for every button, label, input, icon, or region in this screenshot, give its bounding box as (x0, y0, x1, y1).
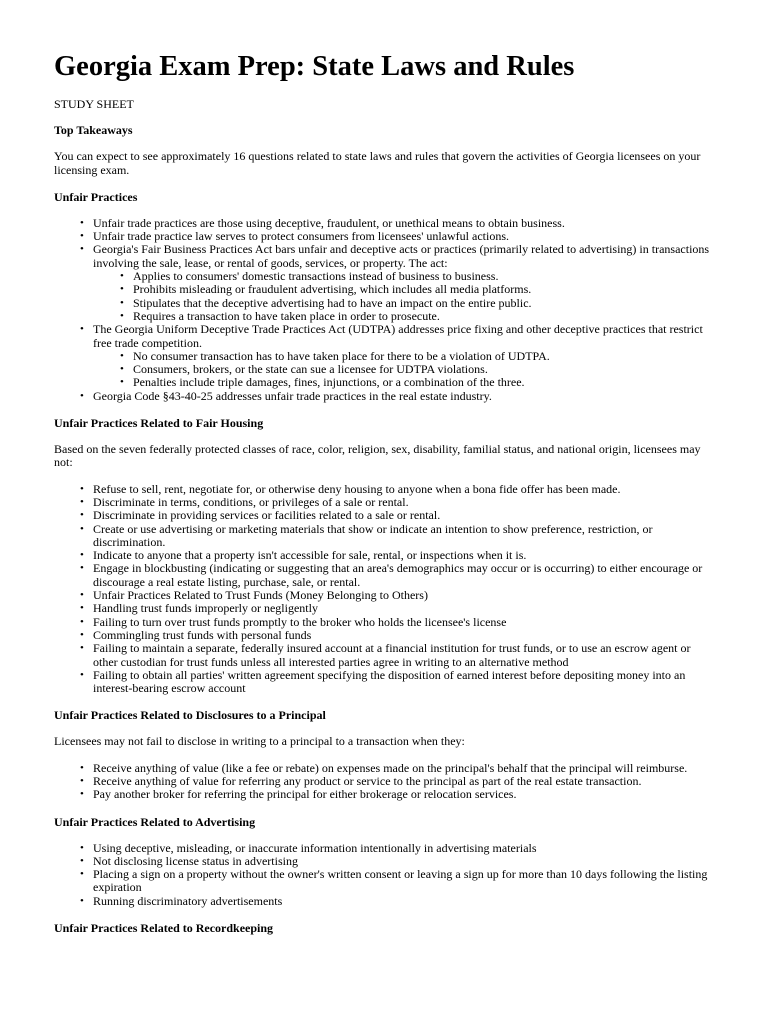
section-heading-unfair-practices: Unfair Practices (54, 189, 138, 204)
bullet-icon: • (80, 774, 84, 787)
list-item (80, 588, 712, 603)
bullet-icon: • (120, 349, 124, 362)
section-heading-advertising: Unfair Practices Related to Advertising (54, 814, 256, 829)
bullet-icon: • (120, 363, 124, 376)
list-item (80, 215, 712, 230)
sublist-item-text: Consumers, brokers, or the state can sue a licensee for UDTPA violations. (133, 362, 488, 377)
list-item-text: Unfair trade practices are those using deceptive, fraudulent, or unethical means to obtain business. (93, 215, 565, 230)
udtpa-sublist (93, 350, 712, 390)
list-item-text: Georgia Code §43-40-25 addresses unfair trade practices in the real estate industry. (93, 388, 492, 403)
list-item-text: Failing to maintain a separate, federally insured account at a financial institution for trust funds, or to use an escrow agent or other custodian for trust funds unless all interested parties agree in writing to an alternative method (93, 641, 691, 669)
fbpa-sublist (93, 270, 712, 323)
list-item (80, 481, 712, 496)
list-item (80, 494, 712, 509)
bullet-icon: • (80, 562, 84, 575)
list-item (80, 322, 712, 390)
fair-housing-intro: Based on the seven federally protected classes of race, color, religion, sex, disability, familial status, and national origin, licensees may not: (54, 442, 701, 470)
bullet-icon: • (80, 615, 84, 628)
list-item-text: Receive anything of value for referring any product or service to the principal as part of the real estate transaction. (93, 773, 642, 788)
list-item-text: Discriminate in providing services or facilities related to a sale or rental. (93, 508, 441, 523)
list-item (80, 787, 712, 802)
bullet-icon: • (80, 323, 84, 336)
list-item (80, 242, 712, 323)
fair-housing-list (54, 483, 712, 696)
bullet-icon: • (80, 602, 84, 615)
sublist-item (120, 295, 712, 310)
bullet-icon: • (80, 868, 84, 881)
bullet-icon: • (80, 788, 84, 801)
bullet-icon: • (120, 296, 124, 309)
list-item (80, 614, 712, 629)
list-item (80, 627, 712, 642)
list-item-text: Placing a sign on a property without the owner's written consent or leaving a sign up for more than 10 days following the listing expiration (93, 867, 708, 895)
sublist-item (120, 362, 712, 377)
section-heading-disclosures: Unfair Practices Related to Disclosures to a Principal (54, 708, 326, 723)
bullet-icon: • (80, 628, 84, 641)
list-item-text: Create or use advertising or marketing materials that show or indicate an intention to show preference, restriction, or discrimination. (93, 521, 653, 549)
bullet-icon: • (80, 509, 84, 522)
list-item-text: The Georgia Uniform Deceptive Trade Practices Act (UDTPA) addresses price fixing and other deceptive practices that restrict free trade competition. (93, 322, 703, 350)
list-item (80, 641, 712, 669)
bullet-icon: • (80, 216, 84, 229)
bullet-icon: • (120, 309, 124, 322)
list-item-text: Georgia's Fair Business Practices Act bars unfair and deceptive acts or practices (primarily related to advertising) in transactions involving the sale, lease, or rental of goods, services, or property. The act: (93, 242, 710, 270)
bullet-icon: • (80, 243, 84, 256)
list-item-text: Failing to turn over trust funds promptly to the broker who holds the licensee's license (93, 614, 507, 629)
list-item-text: Commingling trust funds with personal funds (93, 627, 312, 642)
bullet-icon: • (120, 270, 124, 283)
bullet-icon: • (80, 522, 84, 535)
bullet-icon: • (80, 668, 84, 681)
section-heading-top-takeaways: Top Takeaways (54, 123, 133, 138)
list-item (80, 760, 712, 775)
list-item-text: Not disclosing license status in advertising (93, 853, 298, 868)
list-item-text: Pay another broker for referring the principal for either brokerage or relocation services. (93, 787, 517, 802)
bullet-icon: • (80, 549, 84, 562)
list-item-text: Handling trust funds improperly or negligently (93, 601, 318, 616)
list-item-text: Refuse to sell, rent, negotiate for, or otherwise deny housing to anyone when a bona fide offer has been made. (93, 481, 621, 496)
list-item (80, 508, 712, 523)
list-item (80, 867, 712, 895)
section-heading-recordkeeping: Unfair Practices Related to Recordkeeping (54, 921, 274, 936)
bullet-icon: • (120, 283, 124, 296)
sublist-item (120, 282, 712, 297)
list-item (80, 840, 712, 855)
sublist-item-text: Requires a transaction to have taken place in order to prosecute. (133, 308, 440, 323)
list-item-text: Using deceptive, misleading, or inaccurate information intentionally in advertising materials (93, 840, 537, 855)
sublist-item (120, 269, 712, 284)
list-item-text: Failing to obtain all parties' written agreement specifying the disposition of earned interest before depositing money into an interest-bearing escrow account (93, 667, 686, 696)
list-item-text: Receive anything of value (like a fee or rebate) on expenses made on the principal's behalf that the principal will reimburse. (93, 760, 688, 775)
bullet-icon: • (80, 495, 84, 508)
sublist-item (120, 308, 712, 323)
list-item (80, 893, 712, 908)
list-item-text: Engage in blockbusting (indicating or suggesting that an area's demographics may occur or is occurring) to either encourage or discourage a real estate listing, purchase, sale, or rental. (93, 561, 703, 589)
list-item (80, 601, 712, 616)
list-item (80, 773, 712, 788)
sublist-item-text: Stipulates that the deceptive advertising had to have an impact on the entire public. (133, 295, 532, 310)
list-item-text: Unfair trade practice law serves to protect consumers from licensees' unlawful actions. (93, 229, 510, 244)
bullet-icon: • (80, 482, 84, 495)
sublist-item-text: Applies to consumers' domestic transactions instead of business to business. (133, 269, 499, 284)
list-item (80, 667, 712, 696)
list-item-text: Discriminate in terms, conditions, or privileges of a sale or rental. (93, 494, 409, 509)
top-takeaways-text: You can expect to see approximately 16 questions related to state laws and rules that govern the activities of Georgia licensees on your licensing exam. (54, 149, 701, 177)
list-item-text: Running discriminatory advertisements (93, 893, 283, 908)
section-heading-fair-housing: Unfair Practices Related to Fair Housing (54, 416, 264, 431)
unfair-practices-list (54, 217, 712, 403)
list-item (80, 229, 712, 244)
sublist-item (120, 375, 712, 390)
bullet-icon: • (80, 854, 84, 867)
list-item (80, 853, 712, 868)
sublist-item-text: Penalties include triple damages, fines, injunctions, or a combination of the three. (133, 375, 525, 390)
list-item (80, 388, 712, 403)
list-item (80, 521, 712, 550)
bullet-icon: • (120, 376, 124, 389)
list-item-text: Unfair Practices Related to Trust Funds (Money Belonging to Others) (93, 588, 428, 603)
bullet-icon: • (80, 389, 84, 402)
advertising-list (54, 842, 712, 908)
page-subtitle: STUDY SHEET (54, 97, 134, 111)
sublist-item-text: No consumer transaction has to have taken place for there to be a violation of UDTPA. (133, 348, 550, 363)
list-item (80, 548, 712, 563)
list-item (80, 561, 712, 589)
bullet-icon: • (80, 589, 84, 602)
bullet-icon: • (80, 894, 84, 907)
bullet-icon: • (80, 230, 84, 243)
sublist-item (120, 348, 712, 363)
bullet-icon: • (80, 642, 84, 655)
list-item-text: Indicate to anyone that a property isn't accessible for sale, rental, or inspections when it is. (93, 548, 527, 563)
disclosures-list (54, 762, 712, 802)
page-title: Georgia Exam Prep: State Laws and Rules (54, 51, 575, 82)
bullet-icon: • (80, 841, 84, 854)
sublist-item-text: Prohibits misleading or fraudulent advertising, which includes all media platforms. (133, 282, 532, 297)
disclosures-intro: Licensees may not fail to disclose in writing to a principal to a transaction when they: (54, 734, 465, 749)
bullet-icon: • (80, 761, 84, 774)
